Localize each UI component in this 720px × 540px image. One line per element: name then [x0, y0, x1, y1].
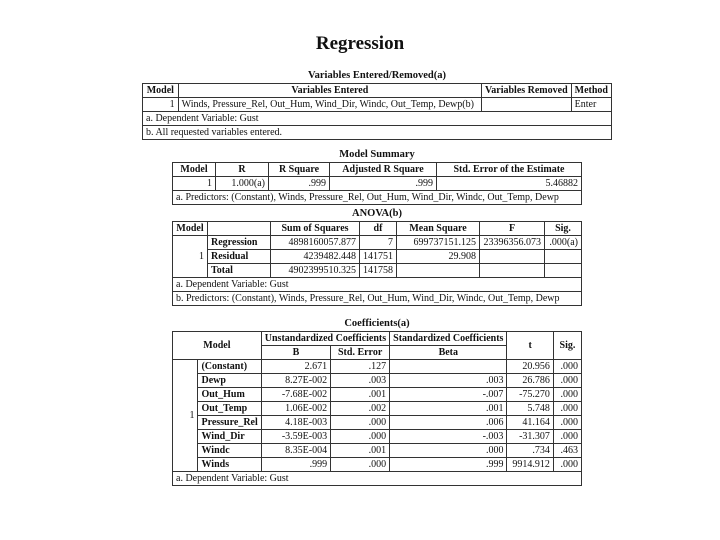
variables-entered-table	[142, 83, 612, 140]
cell-r-square: .999	[269, 177, 330, 191]
cell-beta: .999	[390, 458, 507, 472]
col-standardized: Standardized Coefficients	[390, 332, 507, 346]
col-beta: Beta	[390, 346, 507, 360]
coefficients-table	[172, 331, 582, 486]
cell-b: 4.18E-003	[261, 416, 330, 430]
cell-sig: .000	[553, 388, 581, 402]
cell-ms: 699737151.125	[397, 236, 480, 250]
col-model: Model	[173, 332, 262, 360]
cell-adj-r-square: .999	[330, 177, 437, 191]
cell-sig	[545, 264, 582, 278]
cell-t: .734	[507, 444, 553, 458]
cell-se: .127	[331, 360, 390, 374]
col-std-error: Std. Error	[331, 346, 390, 360]
cell-method: Enter	[571, 98, 611, 112]
cell-ss: 4239482.448	[271, 250, 360, 264]
table-row	[173, 177, 582, 191]
page-title: Regression	[315, 33, 405, 54]
table-row	[173, 388, 582, 402]
cell-df: 7	[360, 236, 397, 250]
row-label: Total	[208, 264, 271, 278]
cell-model: 1	[143, 98, 179, 112]
cell-sig: .463	[553, 444, 581, 458]
cell-sig: .000	[553, 360, 581, 374]
col-source	[208, 222, 271, 236]
cell-model: 1	[173, 360, 198, 472]
cell-sig: .000	[553, 430, 581, 444]
col-df: df	[360, 222, 397, 236]
row-label: Pressure_Rel	[198, 416, 261, 430]
cell-f	[480, 264, 545, 278]
cell-t: -31.307	[507, 430, 553, 444]
row-label: Wind_Dir	[198, 430, 261, 444]
col-r: R	[216, 163, 269, 177]
col-sig: Sig.	[545, 222, 582, 236]
cell-t: 5.748	[507, 402, 553, 416]
cell-beta: .003	[390, 374, 507, 388]
col-sig: Sig.	[553, 332, 581, 360]
col-mean-square: Mean Square	[397, 222, 480, 236]
col-variables-removed: Variables Removed	[481, 84, 571, 98]
cell-t: 26.786	[507, 374, 553, 388]
cell-se: .000	[331, 458, 390, 472]
col-unstandardized: Unstandardized Coefficients	[261, 332, 389, 346]
cell-ms	[397, 264, 480, 278]
row-label: Regression	[208, 236, 271, 250]
col-b: B	[261, 346, 330, 360]
col-t: t	[507, 332, 553, 360]
cell-b: .999	[261, 458, 330, 472]
cell-sig: .000(a)	[545, 236, 582, 250]
cell-b: -7.68E-002	[261, 388, 330, 402]
col-model: Model	[143, 84, 179, 98]
variables-entered-caption: Variables Entered/Removed(a)	[308, 70, 446, 81]
cell-b: 2.671	[261, 360, 330, 374]
cell-se: .002	[331, 402, 390, 416]
cell-sig: .000	[553, 402, 581, 416]
cell-entered: Winds, Pressure_Rel, Out_Hum, Wind_Dir, Windc, Out_Temp, Dewp(b)	[178, 98, 481, 112]
table-row	[173, 236, 582, 250]
cell-f: 23396356.073	[480, 236, 545, 250]
table-row	[143, 98, 612, 112]
cell-ms: 29.908	[397, 250, 480, 264]
anova-table	[172, 221, 582, 306]
table-row	[173, 374, 582, 388]
table-row	[173, 250, 582, 264]
cell-beta: -.003	[390, 430, 507, 444]
row-label: Out_Temp	[198, 402, 261, 416]
col-model: Model	[173, 163, 216, 177]
cell-b: 8.35E-004	[261, 444, 330, 458]
col-adj-r-square: Adjusted R Square	[330, 163, 437, 177]
table-note: a. Dependent Variable: Gust	[173, 472, 582, 486]
cell-ss: 4902399510.325	[271, 264, 360, 278]
cell-df: 141758	[360, 264, 397, 278]
table-row	[173, 264, 582, 278]
cell-sig: .000	[553, 416, 581, 430]
row-label: Out_Hum	[198, 388, 261, 402]
table-note: a. Predictors: (Constant), Winds, Pressure_Rel, Out_Hum, Wind_Dir, Windc, Out_Temp, Dewp	[173, 191, 582, 205]
cell-t: 41.164	[507, 416, 553, 430]
cell-se: .001	[331, 444, 390, 458]
coefficients-caption: Coefficients(a)	[344, 318, 410, 329]
cell-model: 1	[173, 236, 208, 278]
model-summary-caption: Model Summary	[339, 149, 415, 160]
row-label: Windc	[198, 444, 261, 458]
cell-beta: .000	[390, 444, 507, 458]
table-note: a. Dependent Variable: Gust	[173, 278, 582, 292]
table-row	[173, 402, 582, 416]
cell-removed	[481, 98, 571, 112]
cell-r: 1.000(a)	[216, 177, 269, 191]
cell-df: 141751	[360, 250, 397, 264]
cell-beta	[390, 360, 507, 374]
col-std-error: Std. Error of the Estimate	[437, 163, 582, 177]
cell-model: 1	[173, 177, 216, 191]
table-row	[173, 444, 582, 458]
cell-se: .001	[331, 388, 390, 402]
col-f: F	[480, 222, 545, 236]
col-sum-of-squares: Sum of Squares	[271, 222, 360, 236]
table-note: b. Predictors: (Constant), Winds, Pressure_Rel, Out_Hum, Wind_Dir, Windc, Out_Temp, Dewp	[173, 292, 582, 306]
cell-se: .003	[331, 374, 390, 388]
cell-se: .000	[331, 416, 390, 430]
row-label: Winds	[198, 458, 261, 472]
cell-t: 20.956	[507, 360, 553, 374]
col-variables-entered: Variables Entered	[178, 84, 481, 98]
table-row	[173, 416, 582, 430]
cell-f	[480, 250, 545, 264]
col-method: Method	[571, 84, 611, 98]
cell-sig: .000	[553, 458, 581, 472]
cell-ss: 4898160057.877	[271, 236, 360, 250]
cell-t: 9914.912	[507, 458, 553, 472]
table-row	[173, 430, 582, 444]
table-note: b. All requested variables entered.	[143, 126, 612, 140]
cell-sig: .000	[553, 374, 581, 388]
cell-b: 8.27E-002	[261, 374, 330, 388]
cell-std-error: 5.46882	[437, 177, 582, 191]
row-label: Dewp	[198, 374, 261, 388]
anova-caption: ANOVA(b)	[352, 208, 402, 219]
model-summary-table	[172, 162, 582, 205]
cell-beta: .001	[390, 402, 507, 416]
row-label: (Constant)	[198, 360, 261, 374]
table-row	[173, 360, 582, 374]
table-note: a. Dependent Variable: Gust	[143, 112, 612, 126]
cell-se: .000	[331, 430, 390, 444]
table-row	[173, 458, 582, 472]
cell-beta: -.007	[390, 388, 507, 402]
cell-sig	[545, 250, 582, 264]
cell-t: -75.270	[507, 388, 553, 402]
col-model: Model	[173, 222, 208, 236]
cell-b: 1.06E-002	[261, 402, 330, 416]
col-r-square: R Square	[269, 163, 330, 177]
cell-beta: .006	[390, 416, 507, 430]
cell-b: -3.59E-003	[261, 430, 330, 444]
row-label: Residual	[208, 250, 271, 264]
